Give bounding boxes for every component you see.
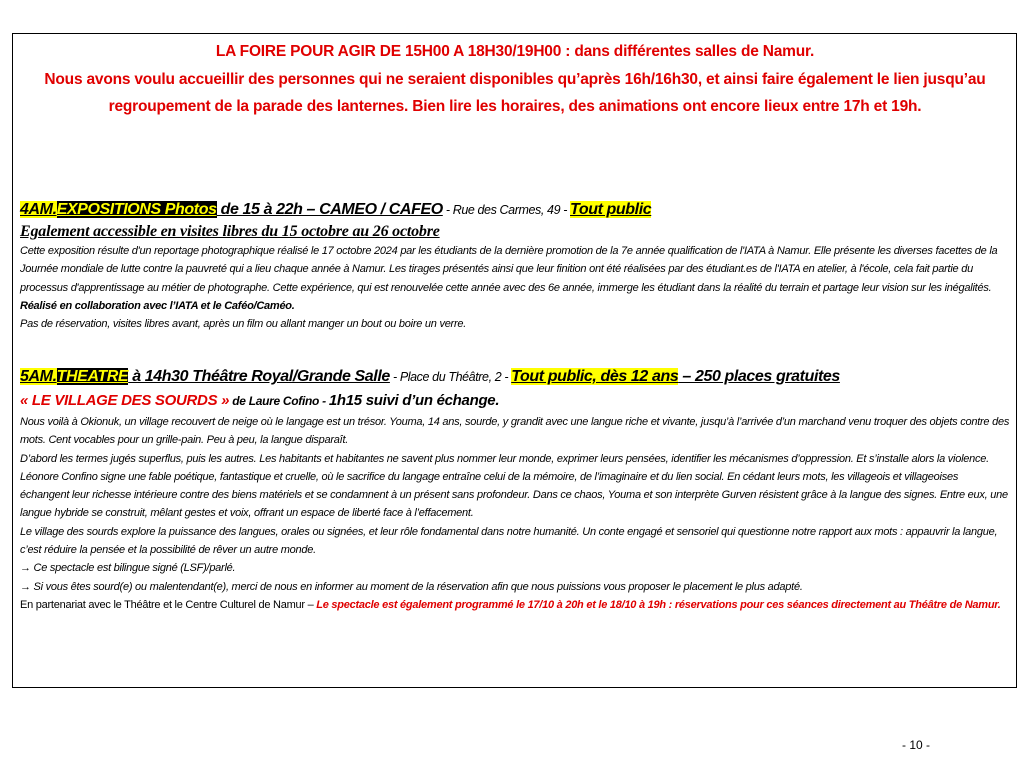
- event-category: EXPOSITIONS Photos: [56, 201, 217, 218]
- paragraph: Le village des sourds explore la puissance des langues, orales ou signées, et leur rôle fondamental dans notre humanité. Un conte engagé et sensoriel qui questionne notre rapport aux mots : appauvrir la langue, c’est réduire la pensée et la possibilité de rêver un autre monde.: [20, 525, 998, 557]
- event-heading: [20, 365, 1010, 389]
- paragraph: Nous voilà à Okionuk, un village recouvert de neige où le langage est un trésor. Youma, 14 ans, sourde, y grandit avec une langue riche et vivante, jusqu’à l’arrivée d’un marchand venu troquer des objets contre des mots. Cent vocables pour un grille-pain. Peu à peu, la langue disparaît.: [20, 416, 1010, 447]
- event-description: Cette exposition résulte d'un reportage photographique réalisé le 17 octobre 2024 par les étudiants de la dernière promotion de la 7e année qualification de l'IATA à Namur. Elle présente les diverses facettes de la Journée mondiale de lutte contre la pauvreté qui a lieu chaque année à Namur. Les tirages présentés ainsi que leur finition ont été réalisées par des étudiant.es de l'IATA en atelier, à l'école, cela fait partie du processus d'apprentissage au métier de photographe. Cette expérience, qui est renouvelée cette année avec des 6e année, immerge les étudiant dans la réalité du terrain et partage leur vision sur les inégalités.: [20, 245, 998, 294]
- extra-dates: Le spectacle est également programmé le 17/10 à 20h et le 18/10 à 19h : réservations pour ces séances directement au Théâtre de Namur.: [316, 598, 1001, 611]
- event-audience: Tout public: [570, 201, 652, 218]
- event-address: - Place du Théâtre, 2 -: [389, 370, 512, 384]
- bullet-bilingual: → Ce spectacle est bilingue signé (LSF)/parlé.: [20, 562, 236, 575]
- intro-notice: [20, 38, 1010, 121]
- event-code: 5AM.: [20, 368, 57, 385]
- event-places: – 250 places gratuites: [678, 368, 840, 385]
- paragraph: Léonore Confino signe une fable poétique, fantastique et cruelle, où le sacrifice du langage entraîne celui de la mémoire, de l’imaginaire et du lien social. En cédant leurs mots, les villageois et villageoises échangent leur richesse intérieure contre des biens matériels et se condamnent à un présent sans profondeur. Dans ce chaos, Youma et son interprète Gurven résistent grâce à la langue des signes. Entre eux, une langue hybride se construit, mêlant gestes et voix, offrant un espace de liberté face à l’effacement.: [20, 470, 1008, 520]
- event-audience: Tout public, dès 12 ans: [511, 368, 679, 385]
- show-title: « LE VILLAGE DES SOURDS »: [20, 392, 230, 409]
- show-author: de Laure Cofino -: [229, 394, 329, 408]
- intro-title: LA FOIRE POUR AGIR DE 15H00 A 18H30/19H00 : dans différentes salles de Namur.: [215, 43, 815, 60]
- event-heading: [20, 198, 1010, 222]
- event-note: Pas de réservation, visites libres avant, après un film ou allant manger un bout ou boire un verre.: [20, 318, 467, 331]
- event-code: 4AM.: [20, 201, 57, 218]
- event-time-venue: de 15 à 22h – CAMEO / CAFEO: [216, 201, 443, 218]
- partner-line: [20, 596, 1010, 614]
- event-4am: [20, 198, 1010, 333]
- paragraph: D’abord les termes jugés superflus, puis les autres. Les habitants et habitantes ne savent plus nommer leur monde, exprimer leurs pensées, identifier les mécanismes d’oppression. Et s’installe alors la violence.: [20, 452, 989, 465]
- partner-text: En partenariat avec le Théâtre et le Centre Culturel de Namur –: [20, 598, 317, 611]
- show-duration: 1h15 suivi d’un échange: [328, 392, 496, 409]
- event-subtitle: Egalement accessible en visites libres du 15 octobre au 26 octobre: [20, 223, 440, 240]
- event-collaboration: Réalisé en collaboration avec l’IATA et le Caféo/Caméo.: [20, 299, 295, 312]
- show-title-line: « LE VILLAGE DES SOURDS » de Laure Cofino - 1h15 suivi d’un échange.: [20, 392, 500, 409]
- event-address: - Rue des Carmes, 49 -: [442, 203, 571, 217]
- bullet-accessibility: → Si vous êtes sourd(e) ou malentendant(e), merci de nous en informer au moment de la réservation afin que nous puissions vous proposer le placement le plus adapté.: [20, 580, 803, 593]
- event-category: THEATRE: [56, 368, 129, 385]
- event-5am: [20, 365, 1010, 614]
- event-time-venue: à 14h30 Théâtre Royal/Grande Salle: [128, 368, 390, 385]
- intro-text: Nous avons voulu accueillir des personnes qui ne seraient disponibles qu’après 16h/16h30, et ainsi faire également le lien jusqu’au regroupement de la parade des lanternes. Bien lire les horaires, des animations ont encore lieux entre 17h et 19h.: [44, 70, 986, 115]
- page-number: - 10 -: [902, 738, 931, 752]
